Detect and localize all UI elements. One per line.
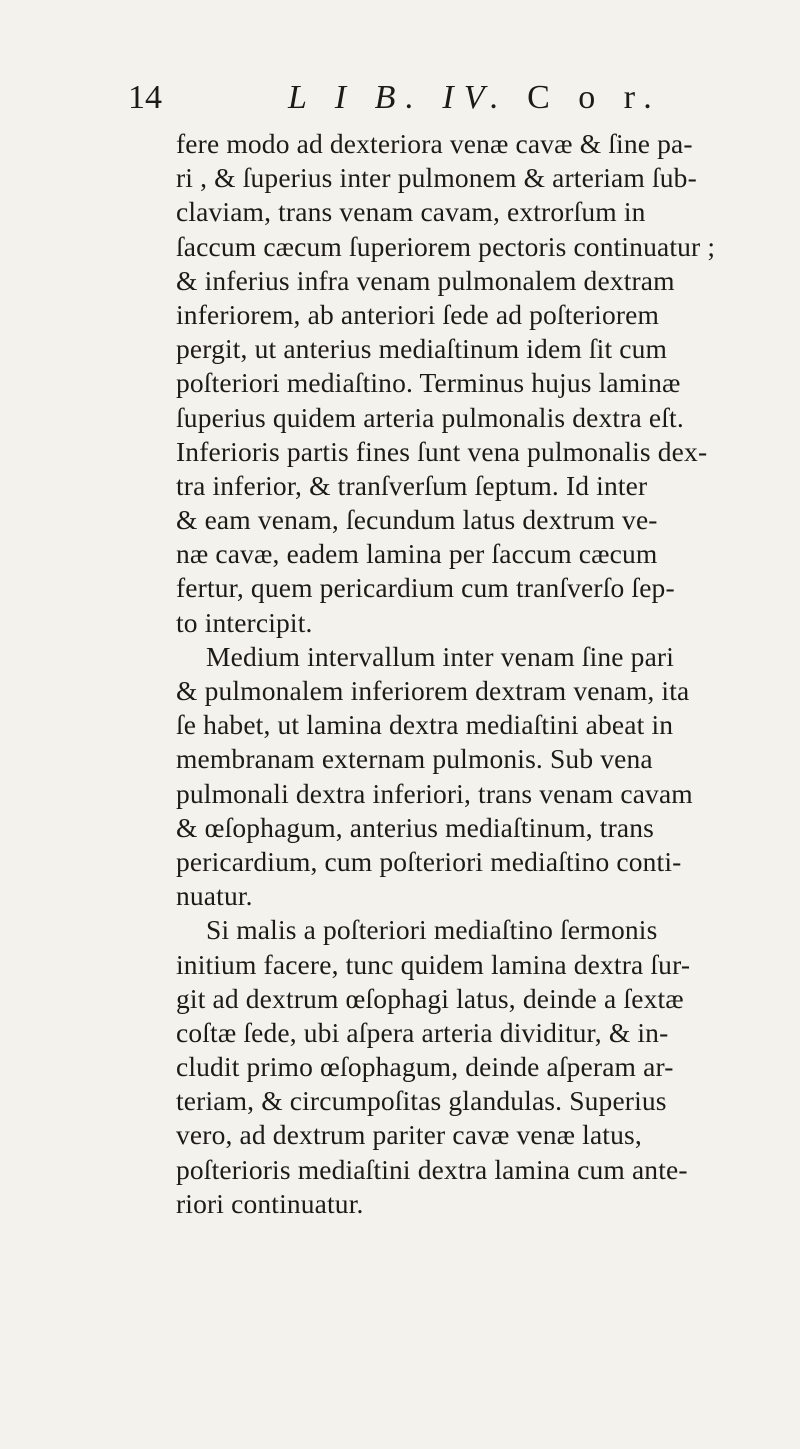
text-line: ſuperius quidem arteria pulmonalis dextra eſt. (176, 401, 684, 433)
running-title (288, 78, 662, 118)
text-line: & œſophagum, anterius mediaſtinum, trans (176, 811, 654, 843)
text-line: riori continuatur. (176, 1187, 364, 1219)
text-line: git ad dextrum œſophagi latus, deinde a ſextæ (176, 982, 684, 1014)
body-text (176, 127, 796, 1221)
text-line: & pulmonalem inferiorem dextram venam, ita (176, 675, 690, 706)
text-line: initium facere, tunc quidem lamina dextra ſur- (176, 948, 691, 980)
text-line: næ cavæ, eadem lamina per ſaccum cæcum (176, 538, 658, 570)
text-line: Inferioris partis fines ſunt vena pulmonalis dex- (176, 435, 708, 467)
text-line: ſaccum cæcum ſuperiorem pectoris continuatur ; (176, 230, 716, 262)
page-number: 14 (128, 79, 162, 116)
text-line: coſtæ ſede, ubi aſpera arteria dividitur, & in- (176, 1016, 669, 1048)
text-line: & inferius infra venam pulmonalem dextram (176, 264, 675, 296)
text-line: Medium intervallum inter venam ſine pari (206, 640, 675, 672)
text-line: pulmonali dextra inferiori, trans venam cavam (176, 777, 693, 809)
text-line: tra inferior, & tranſverſum ſeptum. Id inter (176, 469, 648, 501)
text-line: claviam, trans venam cavam, extrorſum in (176, 196, 646, 228)
text-line: membranam externam pulmonis. Sub vena (176, 743, 653, 775)
text-line: cludit primo œſophagum, deinde aſperam ar- (176, 1051, 674, 1083)
text-line: nuatur. (176, 880, 253, 912)
text-line: & eam venam, ſecundum latus dextrum ve- (176, 504, 658, 536)
text-line: ri , & ſuperius inter pulmonem & arteriam ſub- (176, 162, 697, 194)
text-line: teriam, & circumpoſitas glandulas. Superius (176, 1085, 667, 1117)
text-line: vero, ad dextrum pariter cavæ venæ latus, (176, 1119, 642, 1151)
text-line: pericardium, cum poſteriori mediaſtino conti- (176, 845, 682, 877)
running-title-book: L I B. IV. (288, 79, 509, 116)
text-line: inferiorem, ab anteriori ſede ad poſteriorem (176, 298, 660, 330)
text-line: Si malis a poſteriori mediaſtino ſermonis (206, 914, 658, 946)
running-head (128, 78, 688, 118)
text-line: poſterioris mediaſtini dextra lamina cum ante- (176, 1153, 688, 1185)
text-line: poſteriori mediaſtino. Terminus hujus laminæ (176, 367, 681, 399)
text-line: fertur, quem pericardium cum tranſverſo ſep- (176, 572, 675, 604)
text-line: pergit, ut anterius mediaſtinum idem ſit cum (176, 333, 668, 365)
running-title-section: C o r. (527, 79, 662, 116)
text-line: fere modo ad dexteriora venæ cavæ & ſine pa- (176, 128, 693, 159)
text-line: ſe habet, ut lamina dextra mediaſtini abeat in (176, 709, 674, 741)
text-line: to intercipit. (176, 606, 313, 638)
